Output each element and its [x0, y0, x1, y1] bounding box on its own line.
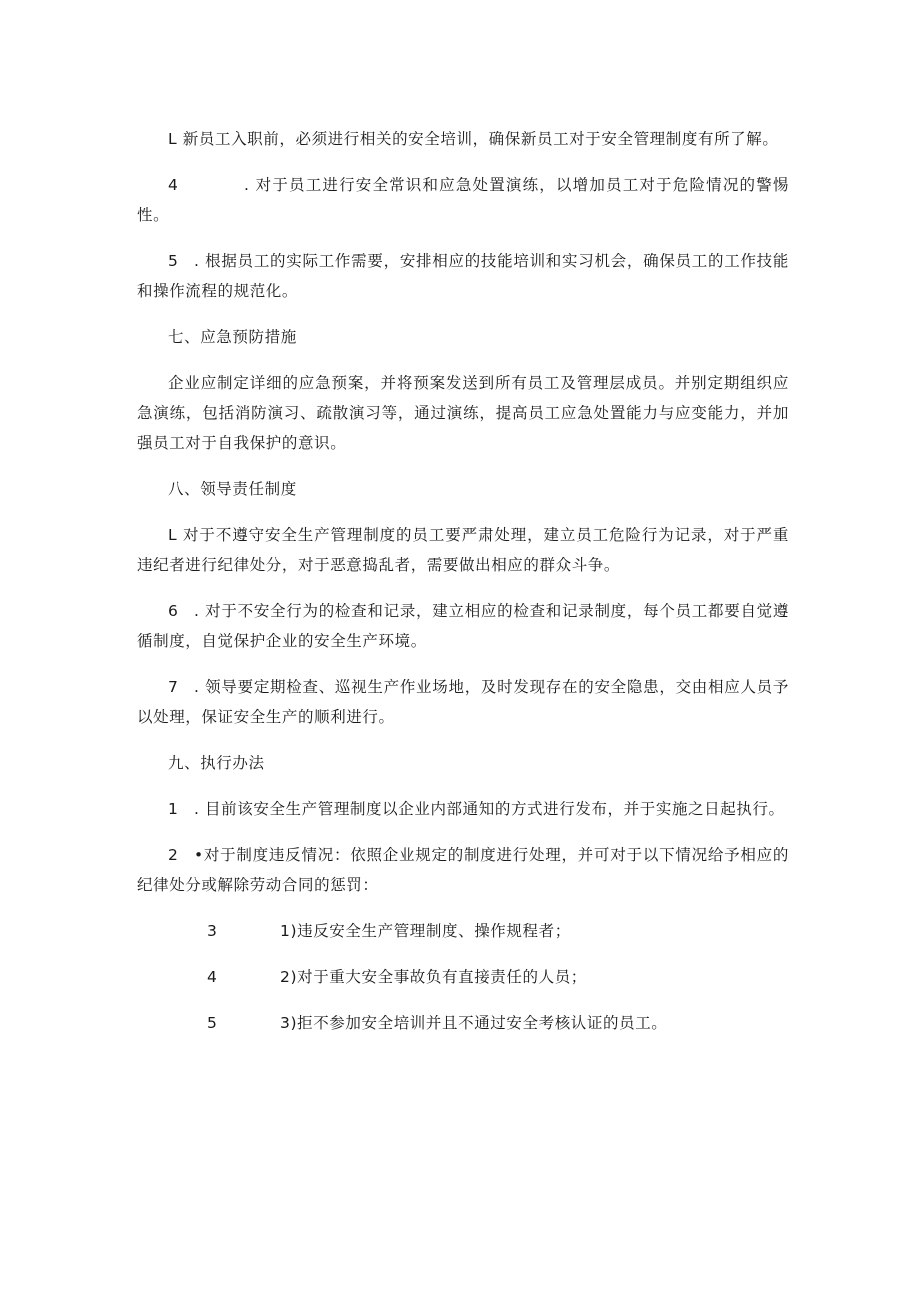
list-item	[137, 916, 789, 946]
paragraph-skill-training	[137, 246, 789, 306]
heading-text: 八、领导责任制度	[168, 480, 297, 498]
list-item	[137, 1008, 789, 1038]
item-number: 6	[168, 602, 179, 620]
section-heading-7	[137, 322, 789, 352]
list-item-text: 1)违反安全生产管理制度、操作规程者；	[280, 922, 571, 940]
list-item	[137, 962, 789, 992]
item-number: 7	[168, 678, 179, 696]
list-item-text: 2)对于重大安全事故负有直接责任的人员；	[280, 968, 587, 986]
paragraph-text: 企业应制定详细的应急预案，并将预案发送到所有员工及管理层成员。并别定期组织应急演练，包括消防演习、疏散演习等，通过演练，提高员工应急处置能力与应变能力，并加强员工对于自我保护的意识。	[137, 374, 789, 452]
item-number: 4	[168, 176, 179, 194]
item-number: 5	[168, 252, 179, 270]
item-number: 3	[207, 922, 218, 940]
paragraph-violation-penalties	[137, 840, 789, 900]
section-heading-9	[137, 748, 789, 778]
paragraph-text: . 目前该安全生产管理制度以企业内部通知的方式进行发布，并于实施之日起执行。	[194, 800, 785, 818]
document-body	[137, 124, 789, 1054]
paragraph-text: . 根据员工的实际工作需要，安排相应的技能培训和实习机会，确保员工的工作技能和操作流程的规范化。	[137, 252, 789, 300]
paragraph-text: L 新员工入职前，必须进行相关的安全培训，确保新员工对于安全管理制度有所了解。	[168, 130, 779, 148]
section-heading-8	[137, 474, 789, 504]
paragraph-leader-inspection	[137, 672, 789, 732]
paragraph-text: . 领导要定期检查、巡视生产作业场地，及时发现存在的安全隐患，交由相应人员予以处理，保证安全生产的顺利进行。	[137, 678, 789, 726]
paragraph-text: •对于制度违反情况：依照企业规定的制度进行处理，并可对于以下情况给予相应的纪律处分或解除劳动合同的惩罚：	[137, 846, 789, 894]
list-item-text: 3)拒不参加安全培训并且不通过安全考核认证的员工。	[280, 1014, 668, 1032]
paragraph-text: L 对于不遵守安全生产管理制度的员工要严肃处理，建立员工危险行为记录，对于严重违纪者进行纪律处分，对于恶意捣乱者，需要做出相应的群众斗争。	[137, 526, 789, 574]
paragraph-safety-drills	[137, 170, 789, 230]
paragraph-emergency-plan	[137, 368, 789, 458]
item-number: 5	[207, 1014, 218, 1032]
paragraph-publication	[137, 794, 789, 824]
item-number: 2	[168, 846, 179, 864]
paragraph-text: . 对于不安全行为的检查和记录，建立相应的检查和记录制度，每个员工都要自觉遵循制度，自觉保护企业的安全生产环境。	[137, 602, 789, 650]
paragraph-text: . 对于员工进行安全常识和应急处置演练，以增加员工对于危险情况的警惕性。	[137, 176, 789, 224]
item-number: 1	[168, 800, 179, 818]
item-number: 4	[207, 968, 218, 986]
heading-text: 九、执行办法	[168, 754, 265, 772]
paragraph-violation-handling	[137, 520, 789, 580]
paragraph-new-employee-training	[137, 124, 789, 154]
paragraph-inspection-records	[137, 596, 789, 656]
heading-text: 七、应急预防措施	[168, 328, 297, 346]
